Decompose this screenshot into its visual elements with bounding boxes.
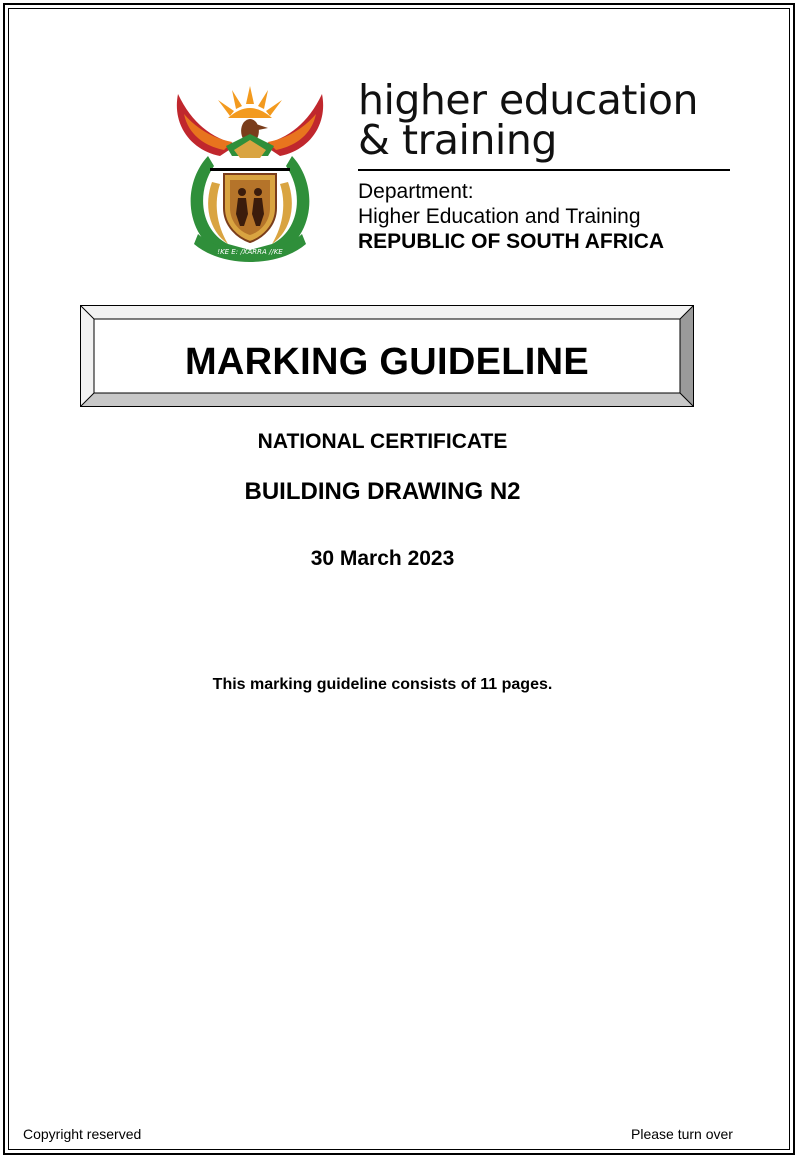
document-title: MARKING GUIDELINE — [184, 341, 590, 383]
brand-line-2: & training — [358, 116, 557, 164]
country-name: REPUBLIC OF SOUTH AFRICA — [358, 230, 665, 253]
department-name: Higher Education and Training — [358, 205, 641, 228]
coat-of-arms-logo — [172, 84, 328, 266]
title-box — [80, 305, 694, 407]
footer-turn-over: Please turn over — [631, 1126, 733, 1142]
department-logotype — [358, 76, 738, 254]
certificate-name: NATIONAL CERTIFICATE — [257, 430, 508, 453]
logotype-divider — [358, 169, 730, 171]
svg-text:!KE E: /XARRA //KE: !KE E: /XARRA //KE — [217, 248, 283, 256]
department-label: Department: — [358, 180, 474, 203]
subject-name: BUILDING DRAWING N2 — [244, 478, 521, 505]
exam-date: 30 March 2023 — [310, 547, 455, 570]
brand-line-1: higher education — [358, 76, 698, 124]
footer-copyright: Copyright reserved — [23, 1126, 142, 1142]
page-count-note: This marking guideline consists of 11 pages. — [212, 676, 553, 693]
